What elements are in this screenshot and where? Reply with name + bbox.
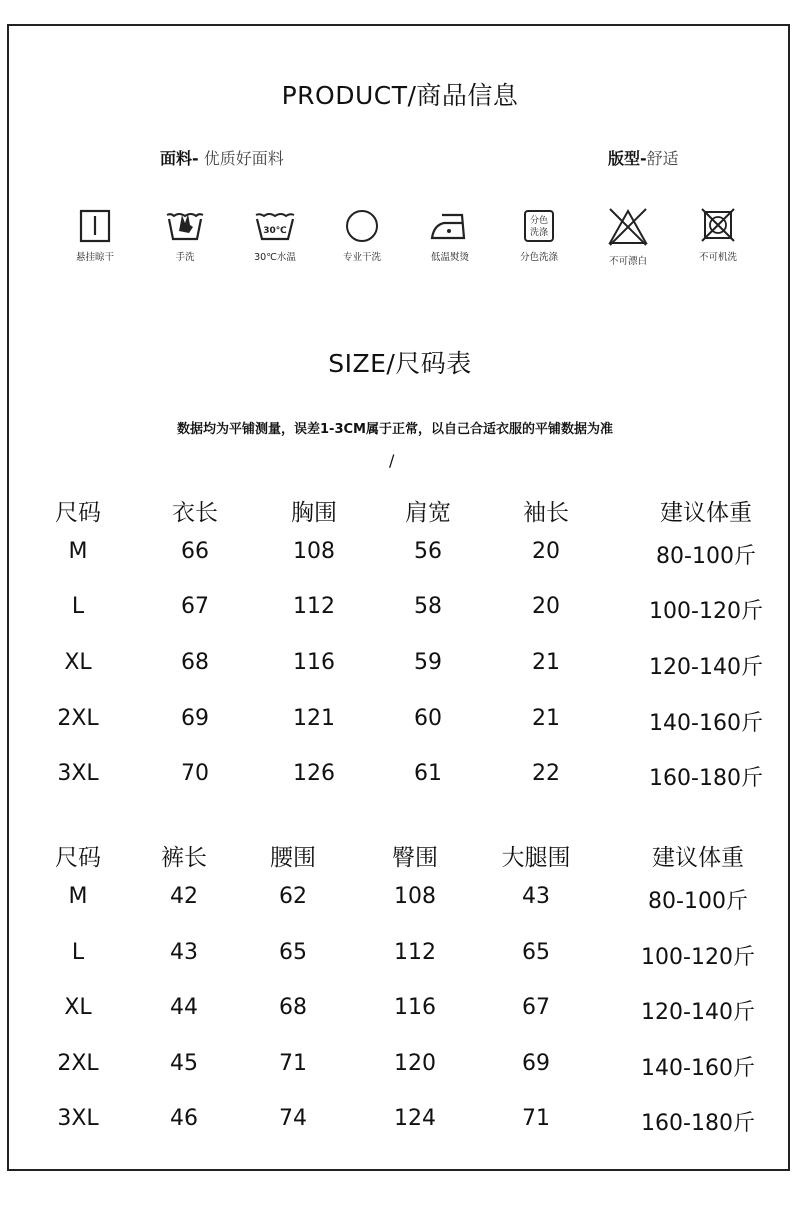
bottom-table-cell: 120 bbox=[394, 1051, 436, 1076]
separate-text-2: 洗涤 bbox=[529, 228, 549, 238]
bottom-table-cell: 71 bbox=[279, 1051, 307, 1076]
bottom-table-cell: 108 bbox=[394, 884, 436, 909]
top-header-cell: 建议体重 bbox=[660, 500, 752, 526]
bottom-table-cell: 140-160斤 bbox=[641, 1056, 755, 1081]
wash-30c-icon bbox=[252, 205, 298, 245]
top-table-cell: 56 bbox=[414, 539, 442, 564]
care-hand-wash bbox=[153, 205, 217, 263]
bottom-table-cell: 74 bbox=[279, 1106, 307, 1131]
bottom-table-cell: 68 bbox=[279, 995, 307, 1020]
bottom-table-cell: M bbox=[68, 884, 88, 909]
top-table-cell: 80-100斤 bbox=[656, 544, 756, 569]
top-header-cell: 胸围 bbox=[291, 500, 337, 526]
top-table-cell: 160-180斤 bbox=[649, 766, 763, 791]
top-table-cell: 121 bbox=[293, 706, 335, 731]
care-label: 专业干洗 bbox=[342, 252, 381, 263]
care-no-bleach bbox=[596, 205, 660, 267]
bottom-table-cell: 44 bbox=[170, 995, 198, 1020]
size-note: 数据均为平铺测量，误差1-3CM属于正常，以自己合适衣服的平铺数据为准 bbox=[177, 422, 613, 437]
slash-mark: / bbox=[389, 451, 395, 470]
top-table-cell: 108 bbox=[293, 539, 335, 564]
bottom-header-cell: 尺码 bbox=[55, 845, 101, 871]
care-hang-dry bbox=[63, 205, 127, 263]
fit-info bbox=[608, 146, 679, 169]
top-table-cell: 112 bbox=[293, 594, 335, 619]
hand-wash-icon bbox=[163, 205, 207, 245]
bottom-table-cell: 62 bbox=[279, 884, 307, 909]
hang-dry-icon bbox=[75, 205, 115, 245]
wash-separately-icon bbox=[519, 205, 559, 245]
care-iron-low bbox=[418, 205, 482, 263]
care-label: 悬挂晾干 bbox=[75, 252, 114, 263]
iron-low-icon bbox=[428, 205, 472, 245]
dry-clean-icon bbox=[342, 205, 382, 245]
top-table-cell: 116 bbox=[293, 650, 335, 675]
top-table-cell: M bbox=[68, 539, 88, 564]
bottom-table-cell: XL bbox=[64, 995, 92, 1020]
bottom-table-cell: 120-140斤 bbox=[641, 1000, 755, 1025]
top-table-cell: 120-140斤 bbox=[649, 655, 763, 680]
fabric-info bbox=[160, 146, 284, 169]
fit-label: 版型- bbox=[608, 149, 647, 168]
product-title: PRODUCT/商品信息 bbox=[281, 81, 519, 110]
top-table-cell: 21 bbox=[532, 650, 560, 675]
bottom-table-cell: 80-100斤 bbox=[648, 889, 748, 914]
top-header-cell: 袖长 bbox=[523, 500, 569, 526]
separate-text-1: 分色 bbox=[529, 216, 549, 226]
bottom-table-cell: 42 bbox=[170, 884, 198, 909]
care-label: 不可漂白 bbox=[608, 256, 647, 267]
fabric-label: 面料- bbox=[160, 149, 199, 168]
care-label: 不可机洗 bbox=[698, 252, 737, 263]
bottom-table-cell: 160-180斤 bbox=[641, 1111, 755, 1136]
wash-temp-text: 30℃ bbox=[263, 226, 287, 236]
top-table-cell: 60 bbox=[414, 706, 442, 731]
top-table-cell: 2XL bbox=[57, 706, 99, 731]
care-label: 分色洗涤 bbox=[519, 252, 558, 263]
bottom-table-cell: L bbox=[71, 940, 85, 965]
bottom-table-cell: 45 bbox=[170, 1051, 198, 1076]
top-header-cell: 衣长 bbox=[172, 500, 218, 526]
top-table-cell: 70 bbox=[181, 761, 209, 786]
top-header-cell: 肩宽 bbox=[405, 500, 451, 526]
bottom-table-cell: 43 bbox=[170, 940, 198, 965]
top-table-cell: 67 bbox=[181, 594, 209, 619]
top-table-cell: 100-120斤 bbox=[649, 599, 763, 624]
bottom-header-cell: 裤长 bbox=[161, 845, 207, 871]
bottom-table-cell: 43 bbox=[522, 884, 550, 909]
bottom-table-cell: 100-120斤 bbox=[641, 945, 755, 970]
bottom-header-cell: 建议体重 bbox=[652, 845, 744, 871]
no-machine-wash-icon bbox=[698, 205, 738, 245]
care-no-machine-wash bbox=[686, 205, 750, 263]
top-table-cell: XL bbox=[64, 650, 92, 675]
fit-value: 舒适 bbox=[646, 149, 679, 168]
bottom-header-cell: 大腿围 bbox=[501, 845, 571, 871]
top-table-cell: 21 bbox=[532, 706, 560, 731]
bottom-table-cell: 112 bbox=[394, 940, 436, 965]
no-bleach-icon bbox=[605, 205, 651, 249]
top-table-cell: 61 bbox=[414, 761, 442, 786]
bottom-table-cell: 65 bbox=[279, 940, 307, 965]
top-table-cell: 59 bbox=[414, 650, 442, 675]
bottom-table-cell: 116 bbox=[394, 995, 436, 1020]
bottom-table-cell: 69 bbox=[522, 1051, 550, 1076]
bottom-table-cell: 124 bbox=[394, 1106, 436, 1131]
bottom-table-cell: 46 bbox=[170, 1106, 198, 1131]
top-table-cell: 66 bbox=[181, 539, 209, 564]
bottom-header-cell: 腰围 bbox=[270, 845, 316, 871]
top-table-cell: 58 bbox=[414, 594, 442, 619]
top-table-cell: 20 bbox=[532, 539, 560, 564]
top-table-cell: 69 bbox=[181, 706, 209, 731]
fabric-value: 优质好面料 bbox=[203, 149, 284, 168]
top-header-cell: 尺码 bbox=[55, 500, 101, 526]
top-table-cell: 126 bbox=[293, 761, 335, 786]
top-table-cell: 22 bbox=[532, 761, 560, 786]
care-label: 30℃水温 bbox=[254, 252, 296, 263]
bottom-table-cell: 71 bbox=[522, 1106, 550, 1131]
care-wash-separately bbox=[507, 205, 571, 263]
bottom-table-cell: 2XL bbox=[57, 1051, 99, 1076]
care-label: 手洗 bbox=[175, 252, 195, 263]
size-title: SIZE/尺码表 bbox=[328, 349, 472, 378]
top-table-cell: 68 bbox=[181, 650, 209, 675]
top-table-cell: L bbox=[71, 594, 85, 619]
care-label: 低温熨烫 bbox=[430, 252, 469, 263]
bottom-table-cell: 67 bbox=[522, 995, 550, 1020]
bottom-header-cell: 臀围 bbox=[392, 845, 438, 871]
care-dry-clean bbox=[330, 205, 394, 263]
bottom-table-cell: 65 bbox=[522, 940, 550, 965]
top-table-cell: 140-160斤 bbox=[649, 711, 763, 736]
top-table-cell: 3XL bbox=[57, 761, 99, 786]
bottom-table-cell: 3XL bbox=[57, 1106, 99, 1131]
top-table-cell: 20 bbox=[532, 594, 560, 619]
care-wash-30c bbox=[243, 205, 307, 263]
